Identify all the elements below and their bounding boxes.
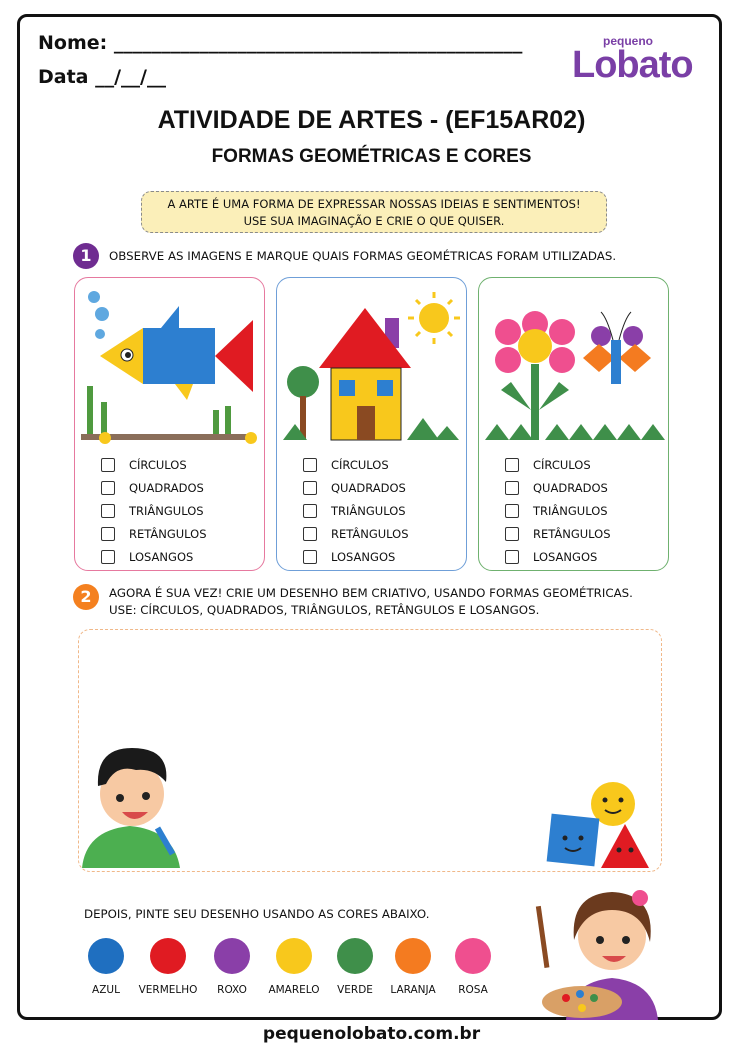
color-label-blue: AZUL (92, 984, 120, 996)
color-label-yellow: AMARELO (268, 984, 320, 996)
option-triangles[interactable] (505, 499, 611, 522)
option-circles[interactable] (505, 453, 611, 476)
option-rhombuses[interactable] (505, 545, 611, 568)
banner-line-2: USE SUA IMAGINAÇÃO E CRIE O QUE QUISER. (243, 214, 505, 228)
footer-url: pequenolobato.com.br (262, 1024, 481, 1044)
girl-illustration (526, 870, 676, 1020)
paint-instruction: DEPOIS, PINTE SEU DESENHO USANDO AS CORES ABAIXO. (84, 907, 430, 921)
color-swatch-purple (214, 938, 250, 974)
question-2-line-2: USE: CÍRCULOS, QUADRADOS, TRIÂNGULOS, RETÂNGULOS E LOSANGOS. (109, 603, 540, 617)
color-swatch-green (337, 938, 373, 974)
color-label-pink: ROSA (458, 984, 488, 996)
checkbox[interactable] (505, 458, 519, 472)
checkbox[interactable] (101, 550, 115, 564)
question-2-number: 2 (73, 584, 99, 610)
checkbox[interactable] (303, 504, 317, 518)
logo (568, 34, 708, 88)
logo-big-text: Lobato (572, 44, 693, 86)
option-label: RETÂNGULOS (129, 526, 207, 541)
option-triangles[interactable] (303, 499, 409, 522)
option-label: RETÂNGULOS (331, 526, 409, 541)
checkbox[interactable] (101, 458, 115, 472)
option-label: LOSANGOS (129, 549, 194, 564)
card-fish (74, 277, 265, 571)
house-illustration (277, 278, 468, 453)
color-swatch-pink (455, 938, 491, 974)
banner-line-1: A ARTE É UMA FORMA DE EXPRESSAR NOSSAS IDEIAS E SENTIMENTOS! (167, 197, 581, 211)
option-squares[interactable] (101, 476, 207, 499)
color-swatch-yellow (276, 938, 312, 974)
checkbox[interactable] (505, 527, 519, 541)
card-1-options (101, 453, 207, 568)
option-label: QUADRADOS (129, 480, 204, 495)
color-swatch-red (150, 938, 186, 974)
color-label-purple: ROXO (217, 984, 247, 996)
option-label: TRIÂNGULOS (331, 503, 406, 518)
option-label: CÍRCULOS (533, 457, 591, 472)
card-flower (478, 277, 669, 571)
option-label: CÍRCULOS (331, 457, 389, 472)
card-3-options (505, 453, 611, 568)
checkbox[interactable] (101, 527, 115, 541)
color-swatch-blue (88, 938, 124, 974)
intro-banner (141, 191, 607, 233)
card-house (276, 277, 467, 571)
option-circles[interactable] (101, 453, 207, 476)
shapes-illustration (545, 782, 655, 874)
option-label: TRIÂNGULOS (129, 503, 204, 518)
option-circles[interactable] (303, 453, 409, 476)
option-rectangles[interactable] (101, 522, 207, 545)
question-1-text: OBSERVE AS IMAGENS E MARQUE QUAIS FORMAS GEOMÉTRICAS FORAM UTILIZADAS. (109, 249, 617, 263)
boy-illustration (76, 734, 196, 874)
checkbox[interactable] (303, 481, 317, 495)
option-triangles[interactable] (101, 499, 207, 522)
option-rhombuses[interactable] (101, 545, 207, 568)
color-swatch-orange (395, 938, 431, 974)
checkbox[interactable] (101, 504, 115, 518)
option-label: TRIÂNGULOS (533, 503, 608, 518)
card-2-options (303, 453, 409, 568)
option-label: RETÂNGULOS (533, 526, 611, 541)
page-title: ATIVIDADE DE ARTES - (EF15AR02) (157, 106, 586, 134)
flower-illustration (479, 278, 670, 453)
question-1-number: 1 (73, 243, 99, 269)
checkbox[interactable] (505, 550, 519, 564)
checkbox[interactable] (505, 504, 519, 518)
option-label: LOSANGOS (533, 549, 598, 564)
option-label: QUADRADOS (331, 480, 406, 495)
name-label: Nome: ___________________________________________ (38, 32, 523, 54)
option-rectangles[interactable] (303, 522, 409, 545)
checkbox[interactable] (303, 458, 317, 472)
option-label: QUADRADOS (533, 480, 608, 495)
option-rectangles[interactable] (505, 522, 611, 545)
checkbox[interactable] (303, 527, 317, 541)
checkbox[interactable] (505, 481, 519, 495)
option-squares[interactable] (505, 476, 611, 499)
color-label-green: VERDE (337, 984, 373, 996)
logo-small-text: pequeno (603, 34, 653, 48)
date-label: Data __/__/__ (38, 66, 166, 88)
checkbox[interactable] (303, 550, 317, 564)
page-subtitle: FORMAS GEOMÉTRICAS E CORES (211, 146, 532, 167)
option-label: CÍRCULOS (129, 457, 187, 472)
color-label-orange: LARANJA (390, 984, 436, 996)
option-label: LOSANGOS (331, 549, 396, 564)
checkbox[interactable] (101, 481, 115, 495)
option-rhombuses[interactable] (303, 545, 409, 568)
color-label-red: VERMELHO (138, 984, 198, 996)
question-2-line-1: AGORA É SUA VEZ! CRIE UM DESENHO BEM CRIATIVO, USANDO FORMAS GEOMÉTRICAS. (109, 586, 633, 600)
option-squares[interactable] (303, 476, 409, 499)
fish-illustration (75, 278, 266, 453)
